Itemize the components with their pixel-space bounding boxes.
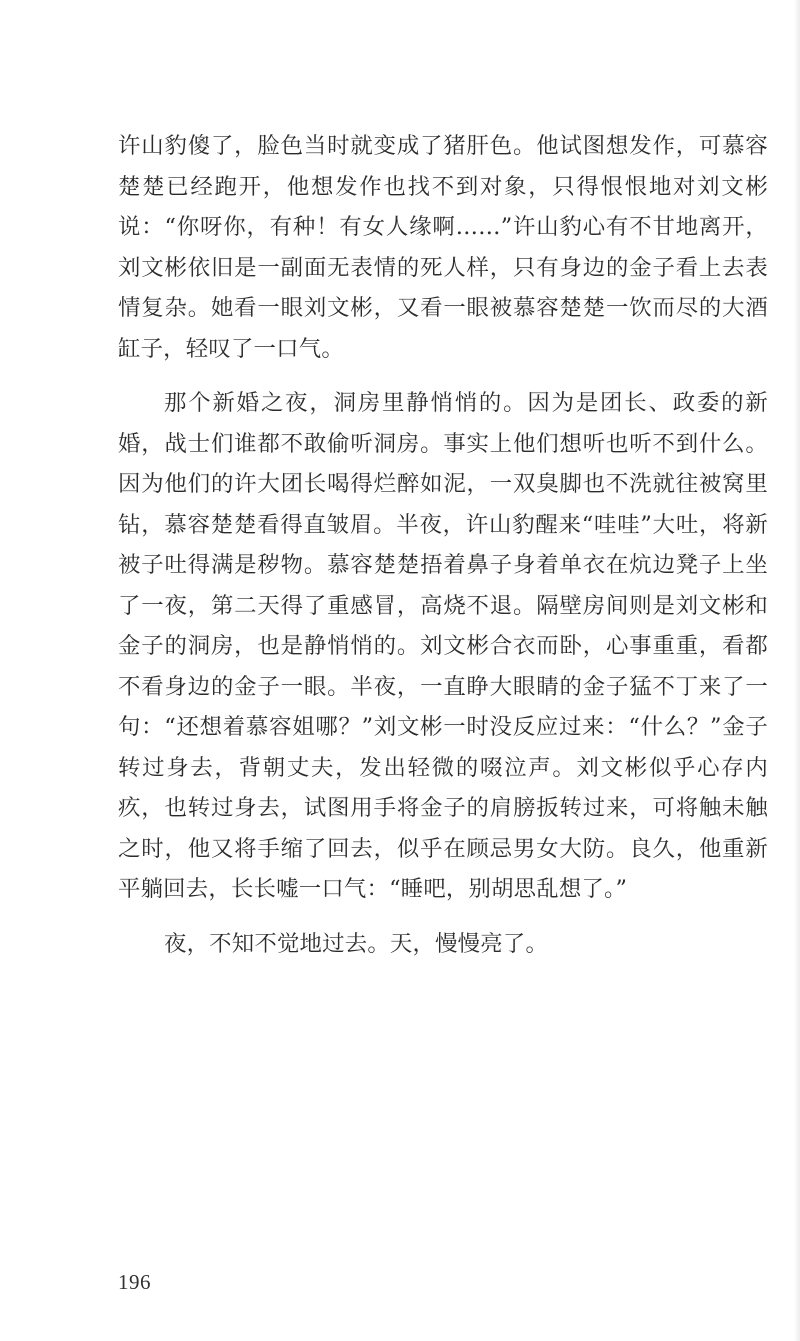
paragraph-2: 那个新婚之夜，洞房里静悄悄的。因为是团长、政委的新婚，战士们谁都不敢偷听洞房。事实上他们想听也听不到什么。因为他们的许大团长喝得烂醉如泥，一双臭脚也不洗就往被窝里钻，慕容楚楚看得直皱眉。半夜，许山豹醒来“哇哇”大吐，将新被子吐得满是秽物。慕容楚楚捂着鼻子身着单衣在炕边凳子上坐了一夜，第二天得了重感冒，高烧不退。隔壁房间则是刘文彬和金子的洞房，也是静悄悄的。刘文彬合衣而卧，心事重重，看都不看身边的金子一眼。半夜，一直睁大眼睛的金子猛不丁来了一句：“还想着慕容姐哪？”刘文彬一时没反应过来：“什么？”金子转过身去，背朝丈夫，发出轻微的啜泣声。刘文彬似乎心存内疚，也转过身去，试图用手将金子的肩膀扳转过来，可将触未触之时，他又将手缩了回去，似乎在顾忌男女大防。良久，他重新平躺回去，长长嘘一口气：“睡吧，别胡思乱想了。” [118,390,768,902]
page-number: 196 [118,1270,151,1294]
paragraph-3: 夜，不知不觉地过去。天，慢慢亮了。 [164,930,549,957]
paragraph-1: 许山豹傻了，脸色当时就变成了猪肝色。他试图想发作，可慕容楚楚已经跑开，他想发作也找不到对象，只得恨恨地对刘文彬说：“你呀你，有种！有女人缘啊……”许山豹心有不甘地离开，刘文彬依旧是一副面无表情的死人样，只有身边的金子看上去表情复杂。她看一眼刘文彬，又看一眼被慕容楚楚一饮而尽的大酒缸子，轻叹了一口气。 [118,133,768,362]
body-text [118,126,768,964]
page-edge-shadow [794,0,800,1341]
